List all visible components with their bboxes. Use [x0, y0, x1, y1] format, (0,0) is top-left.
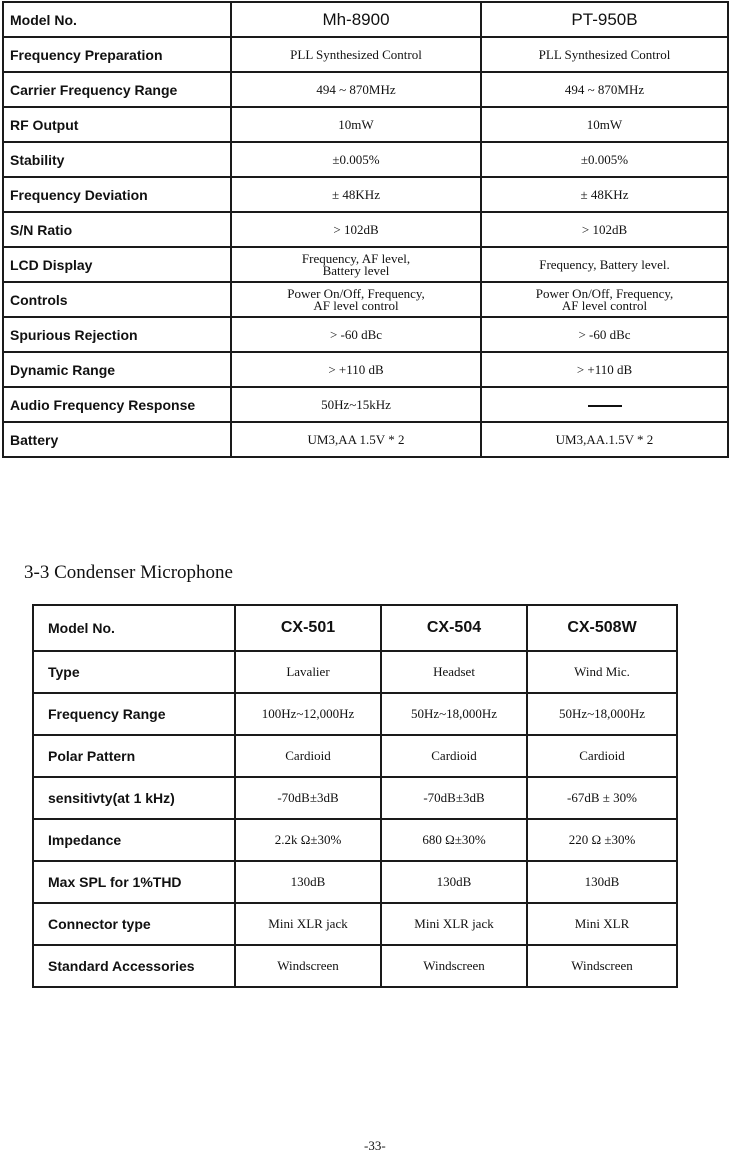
model-name: CX-508W — [527, 605, 677, 651]
cell-value: Cardioid — [381, 735, 527, 777]
table-row — [3, 212, 728, 247]
table-row — [33, 651, 677, 693]
not-applicable-dash — [588, 405, 622, 407]
cell-value: 494 ~ 870MHz — [231, 72, 481, 107]
cell-value: ±0.005% — [481, 142, 728, 177]
model-name: PT-950B — [481, 2, 728, 37]
row-label: Impedance — [33, 819, 235, 861]
transmitter-spec-table — [2, 1, 729, 458]
row-label: Polar Pattern — [33, 735, 235, 777]
cell-line: Frequency, AF level, — [301, 250, 411, 266]
table-header-row — [33, 605, 677, 651]
model-name: Mh-8900 — [231, 2, 481, 37]
cell-line: Power On/Off, Frequency, — [287, 285, 425, 301]
cell-value: 220 Ω ±30% — [527, 819, 677, 861]
cell-value: Mini XLR jack — [235, 903, 381, 945]
table-row — [3, 37, 728, 72]
row-label: Carrier Frequency Range — [3, 72, 231, 107]
table-row — [33, 693, 677, 735]
table-row — [3, 387, 728, 422]
cell-value: 130dB — [381, 861, 527, 903]
row-label: Standard Accessories — [33, 945, 235, 987]
cell-value: UM3,AA.1.5V * 2 — [481, 422, 728, 457]
cell-value: -70dB±3dB — [235, 777, 381, 819]
cell-value: 50Hz~18,000Hz — [381, 693, 527, 735]
table-row — [3, 107, 728, 142]
cell-value — [481, 282, 728, 317]
cell-value: Headset — [381, 651, 527, 693]
row-label: Model No. — [33, 605, 235, 651]
cell-value: > -60 dBc — [231, 317, 481, 352]
table-row — [33, 861, 677, 903]
cell-value: Windscreen — [381, 945, 527, 987]
table-row — [3, 177, 728, 212]
cell-value: ± 48KHz — [231, 177, 481, 212]
row-label: Frequency Preparation — [3, 37, 231, 72]
cell-value: 2.2k Ω±30% — [235, 819, 381, 861]
microphone-spec-table — [32, 604, 678, 988]
table-row — [33, 945, 677, 987]
cell-value: > -60 dBc — [481, 317, 728, 352]
table-row — [3, 142, 728, 177]
cell-value: PLL Synthesized Control — [481, 37, 728, 72]
cell-value: Windscreen — [235, 945, 381, 987]
table-row — [33, 777, 677, 819]
cell-line: Battery level — [322, 262, 390, 278]
cell-value: 10mW — [481, 107, 728, 142]
cell-value: ± 48KHz — [481, 177, 728, 212]
row-label: Spurious Rejection — [3, 317, 231, 352]
table-row — [3, 282, 728, 317]
cell-value: Cardioid — [527, 735, 677, 777]
model-name: CX-504 — [381, 605, 527, 651]
cell-value: ±0.005% — [231, 142, 481, 177]
row-label: Frequency Deviation — [3, 177, 231, 212]
cell-value: Mini XLR jack — [381, 903, 527, 945]
row-label: sensitivty(at 1 kHz) — [33, 777, 235, 819]
row-label: RF Output — [3, 107, 231, 142]
cell-value: 130dB — [527, 861, 677, 903]
cell-value: > 102dB — [481, 212, 728, 247]
cell-value: > +110 dB — [481, 352, 728, 387]
cell-value: > 102dB — [231, 212, 481, 247]
row-label: Type — [33, 651, 235, 693]
cell-value — [481, 387, 728, 422]
table-row — [3, 352, 728, 387]
cell-value: > +110 dB — [231, 352, 481, 387]
row-label: Connector type — [33, 903, 235, 945]
table-header-row — [3, 2, 728, 37]
cell-line: Power On/Off, Frequency, — [535, 285, 674, 301]
row-label: Model No. — [3, 2, 231, 37]
cell-value: Wind Mic. — [527, 651, 677, 693]
cell-value: Windscreen — [527, 945, 677, 987]
cell-value — [231, 247, 481, 282]
cell-value: PLL Synthesized Control — [231, 37, 481, 72]
cell-value: 50Hz~15kHz — [231, 387, 481, 422]
row-label: Battery — [3, 422, 231, 457]
page-number: -33- — [364, 1138, 386, 1153]
cell-value — [231, 282, 481, 317]
table-row — [33, 735, 677, 777]
cell-value: 50Hz~18,000Hz — [527, 693, 677, 735]
row-label: Frequency Range — [33, 693, 235, 735]
cell-value: 100Hz~12,000Hz — [235, 693, 381, 735]
table-row — [33, 819, 677, 861]
cell-value: UM3,AA 1.5V * 2 — [231, 422, 481, 457]
row-label: LCD Display — [3, 247, 231, 282]
row-label: Audio Frequency Response — [3, 387, 231, 422]
cell-value: 130dB — [235, 861, 381, 903]
cell-line: AF level control — [313, 297, 399, 313]
cell-value: Frequency, Battery level. — [481, 247, 728, 282]
table-row — [3, 317, 728, 352]
row-label: Max SPL for 1%THD — [33, 861, 235, 903]
cell-value: Mini XLR — [527, 903, 677, 945]
row-label: Controls — [3, 282, 231, 317]
table-row — [3, 72, 728, 107]
cell-value: Lavalier — [235, 651, 381, 693]
section-title: 3-3 Condenser Microphone — [24, 562, 233, 583]
row-label: Stability — [3, 142, 231, 177]
cell-value: -67dB ± 30% — [527, 777, 677, 819]
cell-value: 494 ~ 870MHz — [481, 72, 728, 107]
cell-line: AF level control — [561, 297, 648, 313]
row-label: S/N Ratio — [3, 212, 231, 247]
row-label: Dynamic Range — [3, 352, 231, 387]
table-row — [3, 247, 728, 282]
model-name: CX-501 — [235, 605, 381, 651]
cell-value: 680 Ω±30% — [381, 819, 527, 861]
table-row — [3, 422, 728, 457]
table-row — [33, 903, 677, 945]
cell-value: 10mW — [231, 107, 481, 142]
cell-value: Cardioid — [235, 735, 381, 777]
cell-value: -70dB±3dB — [381, 777, 527, 819]
